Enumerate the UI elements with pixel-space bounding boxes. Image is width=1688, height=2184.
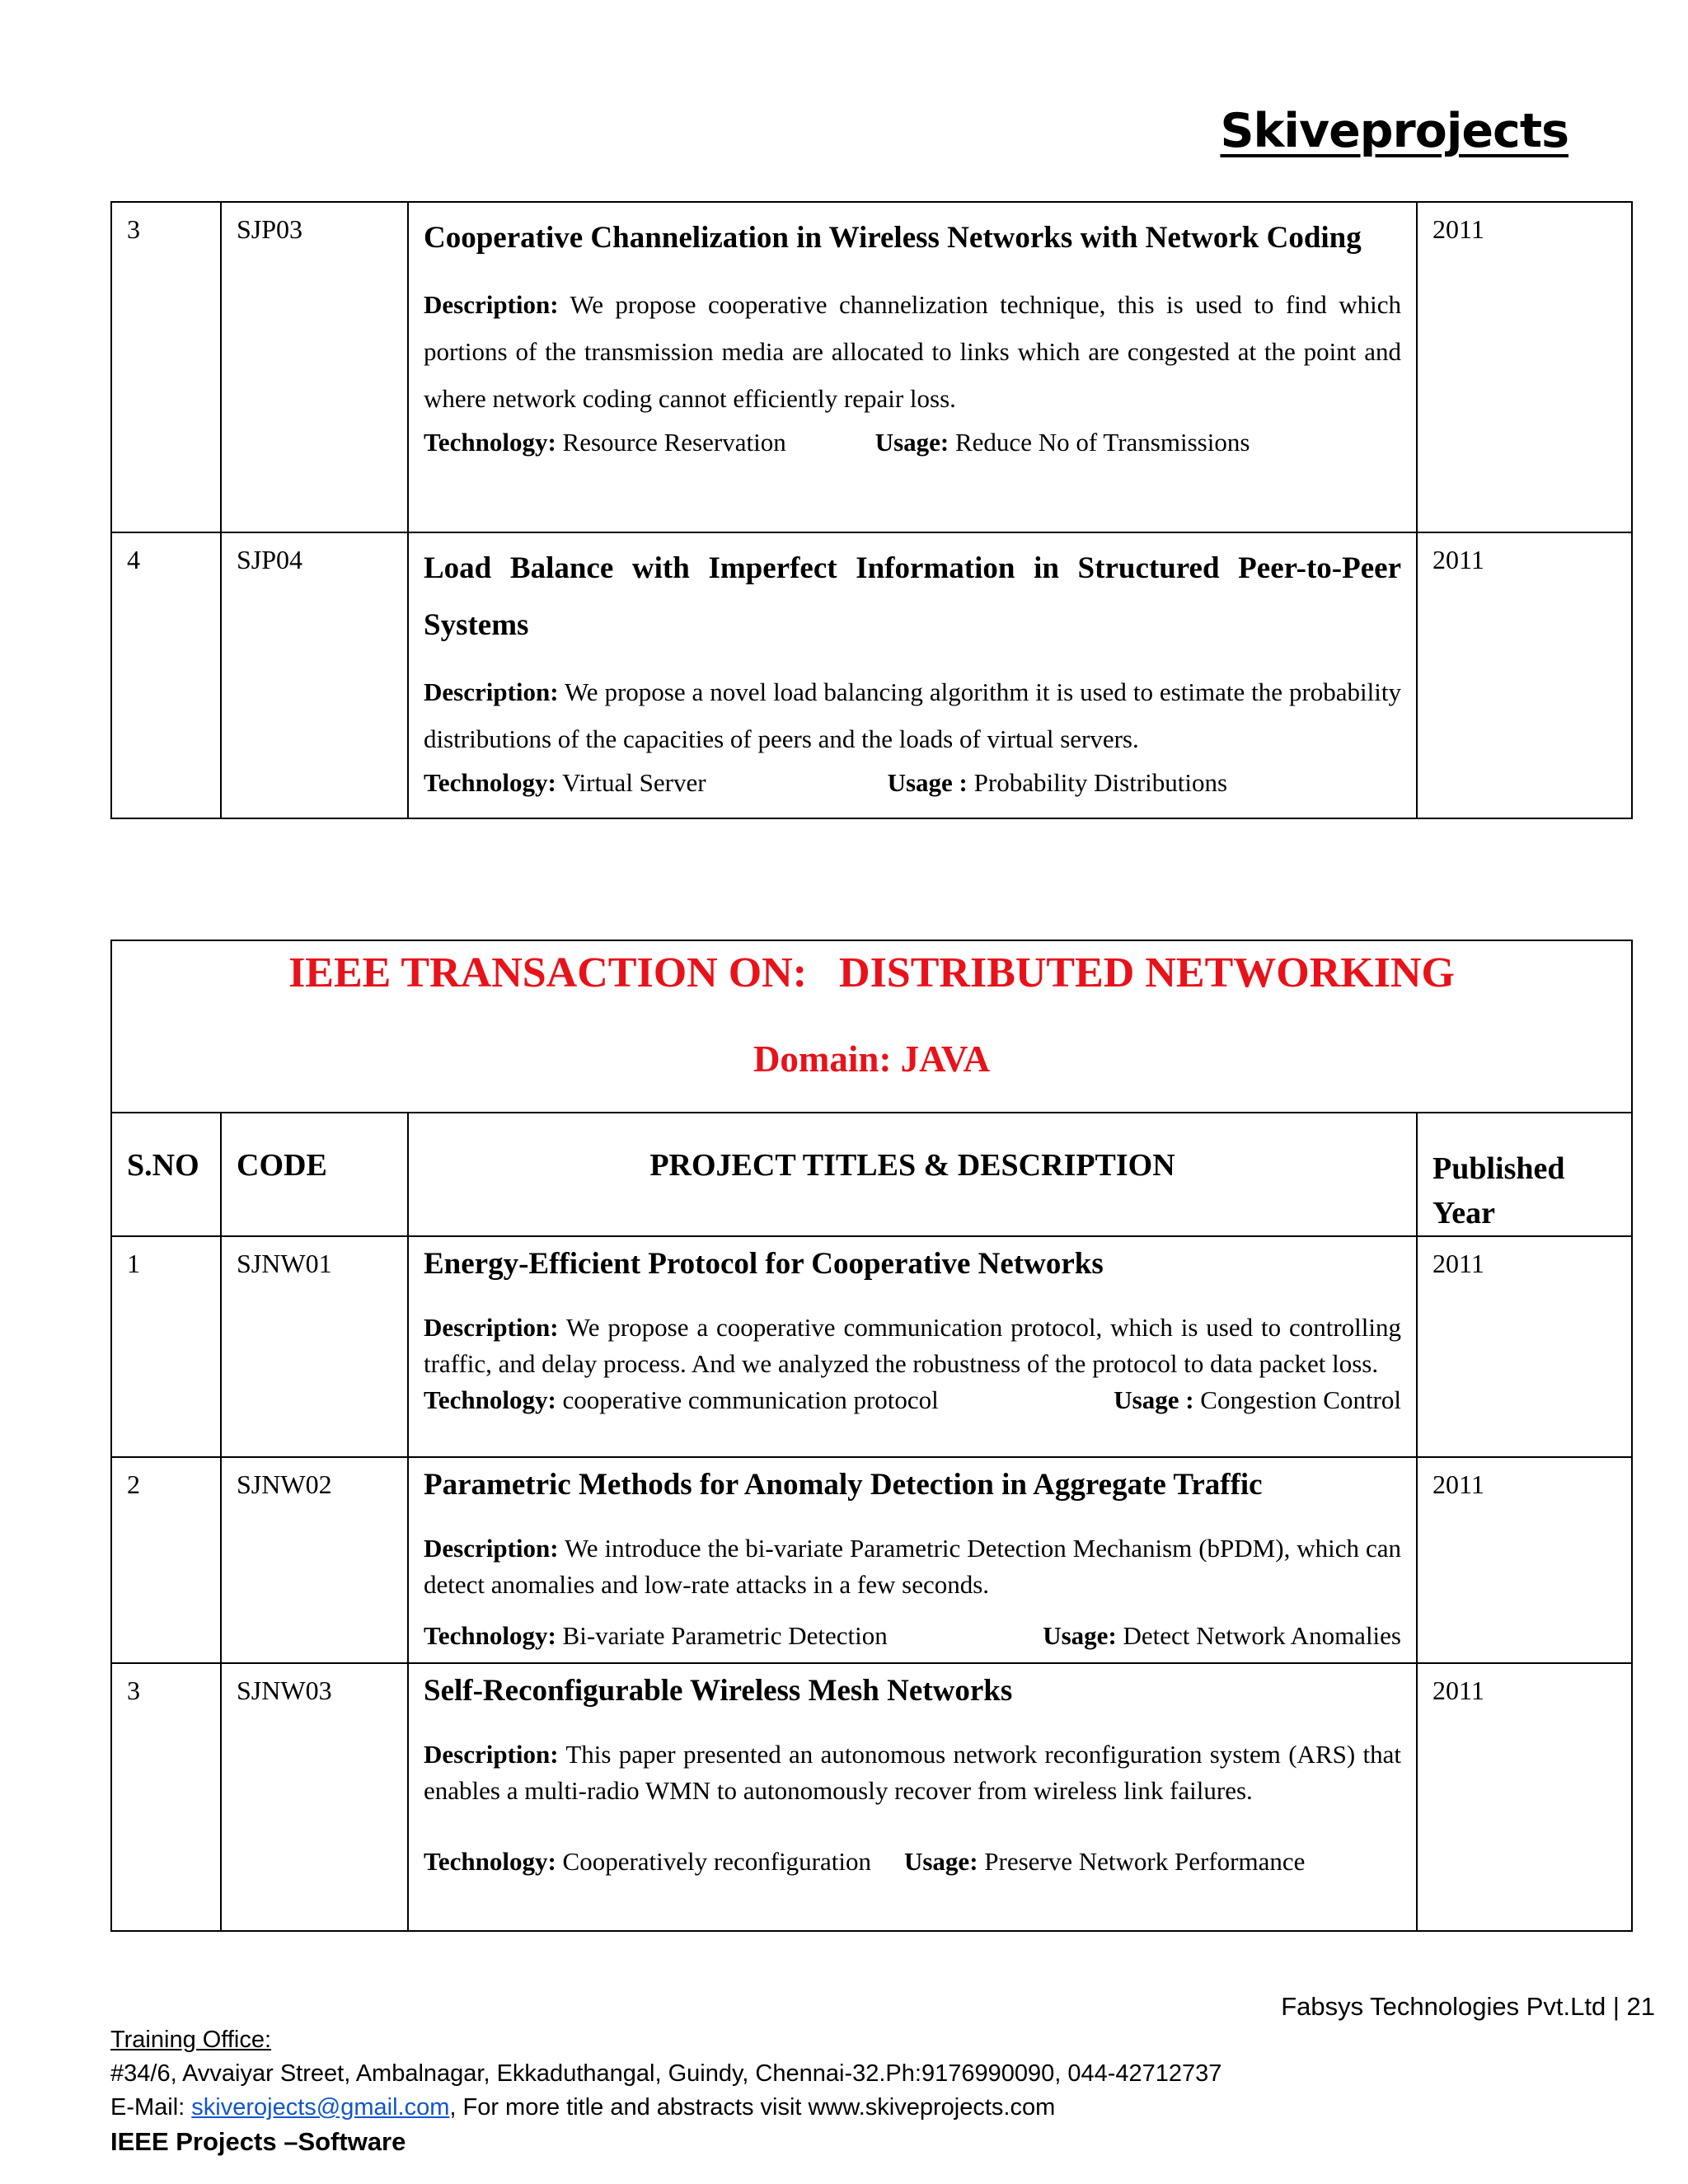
code-cell: SJNW02 [221,1457,408,1663]
company-page-number: Fabsys Technologies Pvt.Ltd | 21 [1281,1992,1655,2021]
code-cell: SJP03 [221,202,408,532]
description-text: We propose cooperative channelization technique, this is used to find which portions of the transmission media are allocated to links which are congested at the point and where network coding cannot efficiently repair loss. [424,290,1401,413]
technology-label: Technology: [424,1385,556,1414]
description-cell [408,532,1417,818]
code-cell: SJP04 [221,532,408,818]
table-row [111,1457,1632,1663]
usage-label: Usage : [887,768,968,797]
usage-text: Reduce No of Transmissions [955,428,1250,457]
office-address: #34/6, Avvaiyar Street, Ambalnagar, Ekkaduthangal, Guindy, Chennai-32.Ph:9176990090, 044-42712737 [110,2060,1222,2087]
contact-line [110,2091,1221,2125]
usage-label: Usage: [874,428,950,457]
project-title: Energy-Efficient Protocol for Cooperative Networks [424,1247,1104,1281]
technology-text: Virtual Server [561,768,706,797]
description-text: We propose a novel load balancing algorithm it is used to estimate the probability distributions of the capacities of peers and the loads of virtual servers. [424,677,1401,753]
sno-cell: 1 [111,1236,221,1457]
table-row [111,1663,1632,1931]
distributed-networking-table [110,940,1633,1932]
technology-line [424,422,1401,463]
technology-label: Technology: [424,428,556,457]
usage-text: Detect Network Anomalies [1123,1621,1401,1650]
header-code: CODE [221,1113,408,1236]
header-sno: S.NO [111,1113,221,1236]
section-heading: IEEE TRANSACTION ON: DISTRIBUTED NETWORKING [288,949,1455,996]
project-title: Load Balance with Imperfect Information in Structured Peer-to-Peer Systems [424,551,1401,642]
project-title: Cooperative Channelization in Wireless Networks with Network Coding [424,221,1362,255]
year-cell: 2011 [1417,532,1632,818]
technology-label: Technology: [424,1621,556,1650]
description-text: We propose a cooperative communication protocol, which is used to controlling traffic, and delay process. And we analyzed the robustness of the protocol to data packet loss. [424,1313,1401,1378]
technology-line [424,1618,1401,1654]
technology-line [424,1382,1401,1418]
technology-label: Technology: [424,1847,556,1876]
usage-text: Preserve Network Performance [984,1847,1306,1876]
technology-text: Bi-variate Parametric Detection [562,1621,888,1650]
usage-label: Usage: [1043,1621,1117,1650]
header-description: PROJECT TITLES & DESCRIPTION [408,1113,1417,1236]
usage-label: Usage : [1114,1385,1194,1414]
description-cell [408,202,1417,532]
description-cell [408,1236,1417,1457]
column-header-row [111,1113,1632,1236]
project-description [424,1310,1401,1382]
technology-label: Technology: [424,768,556,797]
project-title: Self-Reconfigurable Wireless Mesh Networks [424,1674,1013,1708]
sno-cell: 4 [111,532,221,818]
description-label: Description: [424,677,559,706]
email-prefix: E-Mail: [110,2094,192,2121]
description-cell [408,1457,1417,1663]
technology-text: cooperative communication protocol [562,1385,939,1414]
section-header [111,940,1632,1113]
footer [110,2023,1221,2158]
technology-text: Resource Reservation [562,428,786,457]
project-description [424,1530,1401,1603]
code-cell: SJNW01 [221,1236,408,1457]
usage-text: Probability Distributions [973,768,1228,797]
header-year: Published Year [1417,1113,1632,1236]
project-description [424,668,1401,762]
description-label: Description: [424,1313,559,1342]
description-cell [408,1663,1417,1931]
technology-line [424,762,1401,804]
office-label: Training Office: [110,2027,272,2053]
sno-cell: 3 [111,1663,221,1931]
website-text: , For more title and abstracts visit www.skiveprojects.com [449,2094,1056,2121]
table-row [111,202,1632,532]
description-label: Description: [424,290,559,319]
year-cell: 2011 [1417,202,1632,532]
project-table-continued [110,201,1633,819]
section-header-row [111,940,1632,1113]
table-row [111,532,1632,818]
table-row [111,1236,1632,1457]
footer-category: IEEE Projects –Software [110,2127,406,2156]
brand-title: Skiveprojects [1220,104,1568,158]
description-label: Description: [424,1740,559,1769]
email-link[interactable]: skiverojects@gmail.com [191,2094,450,2121]
technology-text: Cooperatively reconfiguration [562,1847,871,1876]
year-cell: 2011 [1417,1236,1632,1457]
description-label: Description: [424,1534,559,1563]
description-text: We introduce the bi-variate Parametric Detection Mechanism (bPDM), which can detect anomalies and low-rate attacks in a few seconds. [424,1534,1401,1599]
project-description [424,281,1401,422]
technology-line [424,1844,1401,1880]
code-cell: SJNW03 [221,1663,408,1931]
usage-text: Congestion Control [1200,1385,1401,1414]
description-text: This paper presented an autonomous network reconfiguration system (ARS) that enables a multi-radio WMN to autonomously recover from wireless link failures. [424,1740,1401,1805]
sno-cell: 3 [111,202,221,532]
year-cell: 2011 [1417,1663,1632,1931]
usage-label: Usage: [903,1847,978,1876]
sno-cell: 2 [111,1457,221,1663]
project-description [424,1736,1401,1809]
project-title: Parametric Methods for Anomaly Detection in Aggregate Traffic [424,1468,1263,1502]
domain-label: Domain: JAVA [753,1038,991,1080]
year-cell: 2011 [1417,1457,1632,1663]
